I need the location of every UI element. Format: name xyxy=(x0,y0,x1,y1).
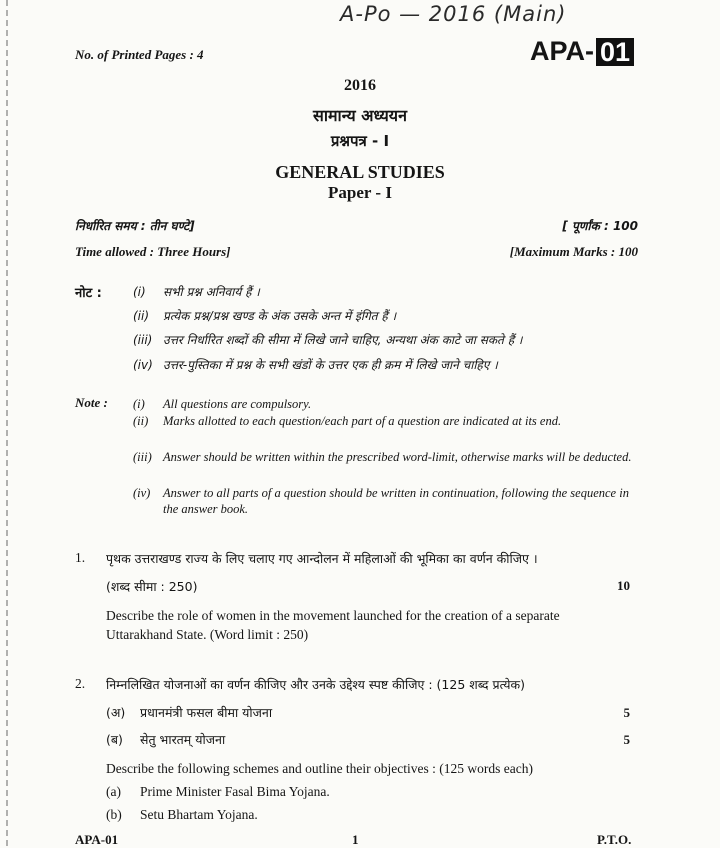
question-english-text: Describe the role of women in the movement launched for the creation of a separate xyxy=(106,608,560,623)
paper-code-prefix: APA- xyxy=(530,36,594,66)
footer-pto: P.T.O. xyxy=(597,832,632,847)
question-part-marks: 5 xyxy=(623,705,630,720)
time-marks-row xyxy=(75,244,638,260)
hindi-time-marks-row xyxy=(75,217,638,234)
question-word-limit: (शब्द सीमा : 250) xyxy=(106,579,198,594)
hindi-note-item: (iii) उत्तर निर्धारित शब्दों की सीमा में लिखे जाने चाहिए, अन्यथा अंक काटे जा सकते हैं । xyxy=(133,333,523,347)
question-number: 1. xyxy=(75,550,86,565)
time-allowed: Time allowed : Three Hours] xyxy=(75,244,231,259)
max-marks: [Maximum Marks : 100 xyxy=(509,244,638,259)
footer-page-number: 1 xyxy=(352,832,359,847)
hindi-subject-title: सामान्य अध्ययन xyxy=(313,106,407,125)
english-note-item: (iii) Answer should be written within the prescribed word-limit, otherwise marks will be deducted. xyxy=(133,450,632,464)
printed-pages-count: No. of Printed Pages : 4 xyxy=(75,47,204,62)
paper-code-suffix: 01 xyxy=(596,38,634,66)
question-number: 2. xyxy=(75,676,86,691)
hindi-time-allowed: निर्धारित समय : तीन घण्टे] xyxy=(75,219,195,233)
english-note-item: (iv) Answer to all parts of a question should be written in continuation, following the sequence in the answer book. xyxy=(133,486,629,516)
english-note-label: Note : xyxy=(75,395,108,410)
question-english-text: Uttarakhand State. (Word limit : 250) xyxy=(106,627,309,642)
binding-edge xyxy=(6,0,8,848)
handwritten-annotation: A-Po — 2016 (Main) xyxy=(340,2,567,26)
english-paper-number: Paper - I xyxy=(328,183,392,202)
question-part-label: (अ) xyxy=(106,705,126,720)
question-english-text: Describe the following schemes and outline their objectives : (125 words each) xyxy=(106,761,533,776)
hindi-note-item: (iv) उत्तर-पुस्तिका में प्रश्न के सभी खंडों के उत्तर एक ही क्रम में लिखे जाने चाहिए । xyxy=(133,358,498,372)
question-part-label: (ब) xyxy=(106,732,123,747)
question-part-label: (b) xyxy=(106,807,122,822)
hindi-note-label: नोट : xyxy=(75,286,102,301)
hindi-paper-number: प्रश्नपत्र - I xyxy=(330,132,390,150)
question-part-label: (a) xyxy=(106,784,121,799)
question-part-marks: 5 xyxy=(623,732,630,747)
exam-year: 2016 xyxy=(344,77,376,94)
question-part-text: Prime Minister Fasal Bima Yojana. xyxy=(140,784,330,799)
question-hindi-text: निम्नलिखित योजनाओं का वर्णन कीजिए और उनके उद्देश्य स्पष्ट कीजिए : (125 शब्द प्रत्येक) xyxy=(106,677,526,692)
paper-code xyxy=(530,36,634,67)
question-hindi-text: पृथक उत्तराखण्ड राज्य के लिए चलाए गए आन्दोलन में महिलाओं की भूमिका का वर्णन कीजिए । xyxy=(106,551,538,566)
english-note-item: (ii) Marks allotted to each question/each part of a question are indicated at its end. xyxy=(133,414,562,428)
question-part-text: Setu Bhartam Yojana. xyxy=(140,807,258,822)
question-marks: 10 xyxy=(617,578,630,593)
question-part-text: सेतु भारतम् योजना xyxy=(140,732,226,747)
hindi-note-item: (i) सभी प्रश्न अनिवार्य हैं । xyxy=(133,285,260,299)
english-note-item: (i) All questions are compulsory. xyxy=(133,397,312,411)
english-subject-title: GENERAL STUDIES xyxy=(275,162,445,182)
question-part-text: प्रधानमंत्री फसल बीमा योजना xyxy=(140,705,273,720)
hindi-note-item: (ii) प्रत्येक प्रश्न/प्रश्न खण्ड के अंक उसके अन्त में इंगित हैं । xyxy=(133,309,397,323)
hindi-max-marks: [ पूर्णांक : 100 xyxy=(562,219,638,233)
footer-paper-code: APA-01 xyxy=(75,832,119,847)
